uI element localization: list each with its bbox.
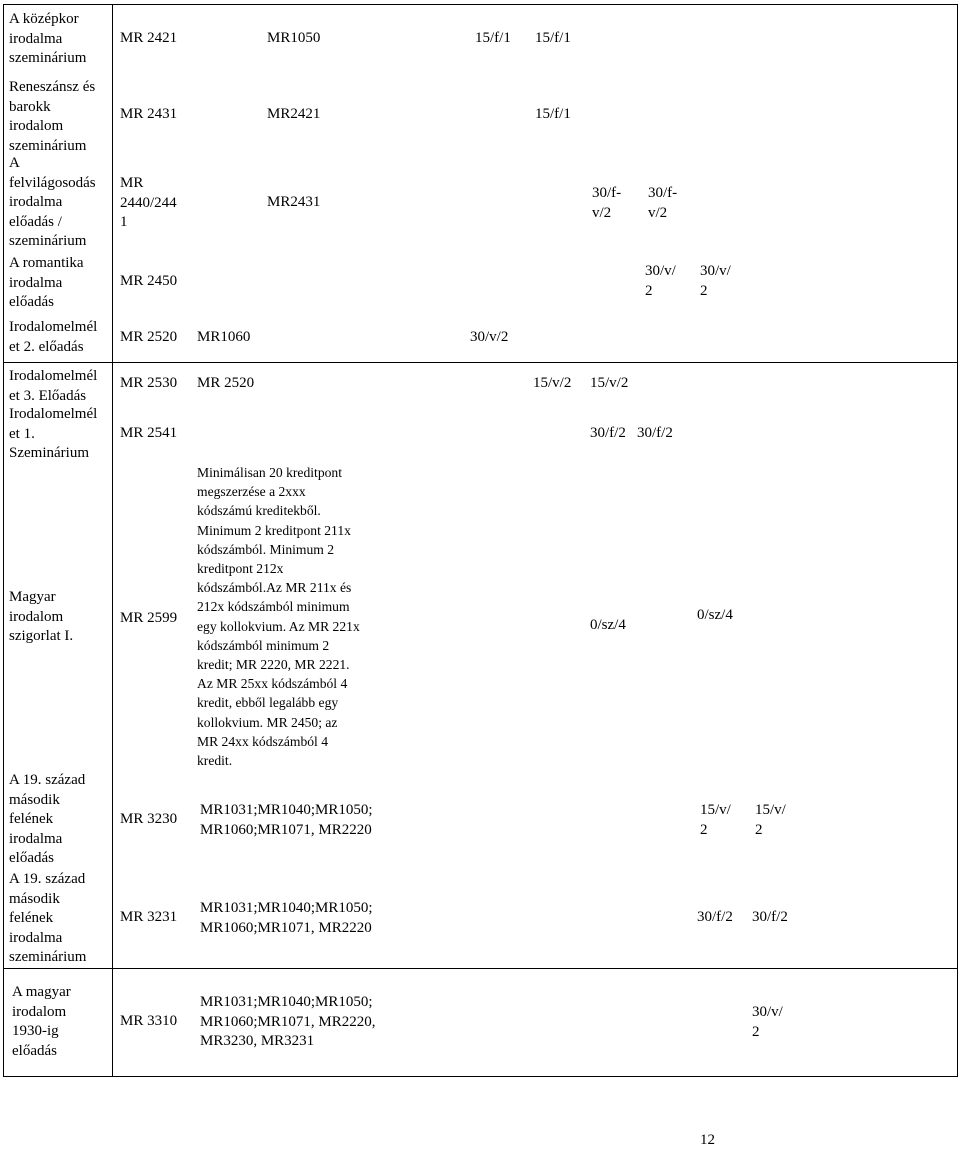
course-code: MR 2421: [120, 30, 178, 46]
course-code: MR 2440/244 1: [120, 175, 177, 231]
course-value-2: 15/f/1: [535, 106, 571, 122]
prerequisite: MR 2520: [197, 375, 255, 391]
course-value-1: 30/f- v/2: [592, 185, 622, 221]
course-code: MR 2520: [120, 329, 178, 345]
prerequisite: MR2421: [267, 106, 321, 122]
table-border-top: [3, 4, 958, 5]
course-value: 30/v/ 2: [752, 1004, 783, 1040]
prerequisite: MR1031;MR1040;MR1050; MR1060;MR1071, MR2220: [200, 900, 373, 936]
course-name: A középkor irodalma szeminárium: [9, 11, 87, 67]
prerequisite: MR1050: [267, 30, 321, 46]
course-value-2: 30/v/ 2: [700, 263, 731, 299]
table-border-bottom: [3, 1076, 958, 1077]
table-divider-column: [112, 4, 113, 1076]
course-value-2: 0/sz/4: [697, 607, 733, 623]
course-name: Magyar irodalom szigorlat I.: [9, 589, 74, 645]
course-value-2: 15/f/1: [535, 30, 571, 46]
course-value-2: 15/v/2: [590, 375, 629, 391]
prerequisite: MR2431: [267, 194, 321, 210]
table-border-left: [3, 4, 4, 1076]
course-name: Irodalomelmél et 1. Szeminárium: [9, 406, 98, 462]
course-value-1: 30/f/2: [590, 425, 626, 441]
course-name: A 19. század második felének irodalma szeminárium: [9, 871, 87, 966]
course-code: MR 2541: [120, 425, 178, 441]
course-value-2: 30/f/2: [752, 909, 788, 925]
course-value-1: 15/v/2: [533, 375, 572, 391]
page-number: 12: [700, 1132, 715, 1148]
course-value-1: 15/v/ 2: [700, 802, 731, 838]
course-code: MR 3231: [120, 909, 178, 925]
course-name: A felvilágosodás irodalma előadás / szeminárium: [9, 155, 96, 250]
prerequisite: MR1060: [197, 329, 251, 345]
prerequisite: MR1031;MR1040;MR1050; MR1060;MR1071, MR2220, MR3230, MR3231: [200, 994, 376, 1050]
course-name: A 19. század második felének irodalma előadás: [9, 772, 86, 867]
course-name: A romantika irodalma előadás: [9, 255, 84, 311]
course-code: MR 2599: [120, 610, 178, 626]
table-divider-row: [3, 968, 958, 969]
course-code: MR 3310: [120, 1013, 178, 1029]
table-divider-row: [3, 362, 958, 363]
course-value-1: 0/sz/4: [590, 617, 626, 633]
course-value-1: 15/f/1: [475, 30, 511, 46]
course-code: MR 2530: [120, 375, 178, 391]
course-code: MR 2431: [120, 106, 178, 122]
prerequisite: MR1031;MR1040;MR1050; MR1060;MR1071, MR2220: [200, 802, 373, 838]
course-value-2: 30/f/2: [637, 425, 673, 441]
course-name: A magyar irodalom 1930-ig előadás: [12, 984, 71, 1059]
prerequisite: Minimálisan 20 kreditpont megszerzése a 2xxx kódszámú kreditekből. Minimum 2 kreditpont 211x kódszámból. Minimum 2 kreditpont 212x kódszámból.Az MR 211x és 212x kódszámból minimum egy kollokvium. Az MR 221x kódszámból minimum 2 kredit; MR 2220, MR 2221. Az MR 25xx kódszámból 4 kredit, ebből legalább egy kollokvium. MR 2450; az MR 24xx kódszámból 4 kredit.: [197, 465, 360, 769]
course-value-2: 15/v/ 2: [755, 802, 786, 838]
course-code: MR 2450: [120, 273, 178, 289]
course-name: Irodalomelmél et 2. előadás: [9, 319, 98, 355]
course-name: Irodalomelmél et 3. Előadás: [9, 368, 98, 404]
course-value-1: 30/v/ 2: [645, 263, 676, 299]
course-value: 30/v/2: [470, 329, 509, 345]
course-value-2: 30/f- v/2: [648, 185, 678, 221]
table-border-right: [957, 4, 958, 1076]
course-name: Reneszánsz és barokk irodalom szeminárium: [9, 79, 96, 154]
course-code: MR 3230: [120, 811, 178, 827]
course-value-1: 30/f/2: [697, 909, 733, 925]
